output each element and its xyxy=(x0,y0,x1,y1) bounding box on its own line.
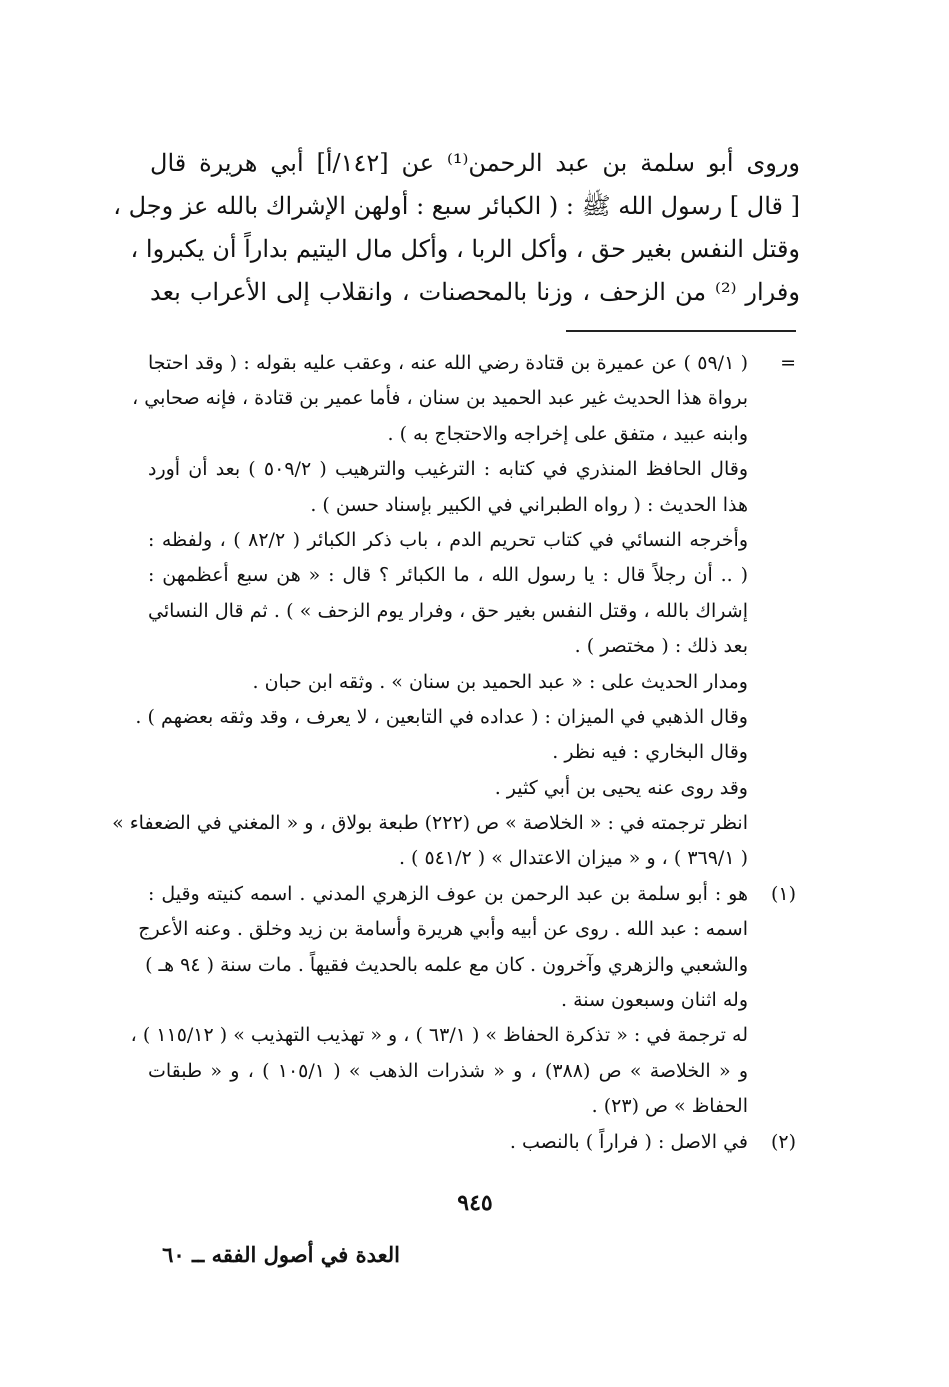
footnote-text: بعد ذلك : ( مختصر ) . xyxy=(574,635,748,658)
footnote-text: ( ٣٦٩/١ ) ، و « ميزان الاعتدال » ( ٥٤١/٢ ) . xyxy=(398,847,748,870)
footnote-text: هذا الحديث : ( رواه الطبراني في الكبير بإسناد حسن ) . xyxy=(310,493,748,516)
footnote-text: وابنه عبيد ، متفق على إخراجه والاحتجاج به ) . xyxy=(387,422,748,445)
footnote-text: له ترجمة في : « تذكرة الحفاظ » ( ٦٣/١ ) ، و « تهذيب التهذيب » ( ١١٥/١٢ ) ، xyxy=(130,1024,748,1047)
footnote-line xyxy=(148,665,800,700)
footnote-text: إشراك بالله ، وقتل النفس بغير حق ، وفرار يوم الزحف » ) . ثم قال النسائي xyxy=(148,599,748,622)
footnote-text: هو : أبو سلمة بن عبد الرحمن بن عوف الزهري المدني . اسمه كنيته وقيل : xyxy=(148,882,748,905)
footnote-text: وقال الذهبي في الميزان : ( عداده في التابعين ، لا يعرف ، وقد وثقه بعضهم ) . xyxy=(135,705,748,728)
footnote-line xyxy=(148,558,800,593)
footnote-line xyxy=(148,346,800,381)
footnote-text: والشعبي والزهري وآخرون . كان مع علمه بالحديث فقيهاً . مات سنة ( ٩٤ هـ ) xyxy=(145,953,748,976)
footnote-text: انظر ترجمته في : « الخلاصة » ص (٢٢٢) طبعة بولاق ، و « المغني في الضعفاء » xyxy=(112,812,748,835)
footnote-text: وقال الحافظ المنذري في كتابه : الترغيب والترهيب ( ٥٠٩/٢ ) بعد أن أورد xyxy=(148,458,748,481)
footnote-line xyxy=(138,912,800,947)
page-number: ٩٤٥ xyxy=(457,1190,493,1216)
main-text-block xyxy=(113,142,800,314)
footnote-line xyxy=(148,594,800,629)
footnote-line xyxy=(148,1089,800,1124)
main-text-line: وروى أبو سلمة بن عبد الرحمن⁽¹⁾ عن [١٤٢/أ] أبي هريرة قال xyxy=(150,149,800,177)
footnote-text: برواة هذا الحديث غير عبد الحميد بن سنان ، فأما عمير بن قتادة ، فإنه صحابي ، xyxy=(132,387,748,410)
footnote-marker: = xyxy=(780,352,796,374)
main-text-line: [ قال ] رسول الله ﷺ : ( الكبائر سبع : أولهن الإشراك بالله عز وجل ، xyxy=(113,192,800,220)
footnote-text: ومدار الحديث على : « عبد الحميد بن سنان » . وثقه ابن حبان . xyxy=(252,670,748,693)
footnote-line xyxy=(148,488,800,523)
footnote-line xyxy=(148,983,800,1018)
footnotes-block xyxy=(112,346,800,1160)
footnote-line xyxy=(148,771,800,806)
footnote-line xyxy=(145,948,800,983)
footnote-text: و « الخلاصة » ص (٣٨٨) ، و « شذرات الذهب » ( ١٠٥/١ ) ، و « طبقات xyxy=(148,1059,749,1082)
footnote-line xyxy=(148,1125,800,1160)
footnote-text: اسمه : عبد الله . روى عن أبيه وأبي هريرة وأسامة بن زيد وخلق . وعنه الأعرج xyxy=(138,918,748,941)
footnote-line xyxy=(132,381,800,416)
book-signature: العدة في أصول الفقه ــ ٦٠ xyxy=(162,1242,400,1267)
footnote-text: وله اثنان وسبعون سنة . xyxy=(561,989,748,1012)
footnote-line xyxy=(148,523,800,558)
footnote-line xyxy=(148,735,800,770)
footnote-text: وقد روى عنه يحيى بن أبي كثير . xyxy=(494,776,748,799)
footnote-line xyxy=(148,629,800,664)
main-text-line: وقتل النفس بغير حق ، وأكل الربا ، وأكل مال اليتيم بداراً أن يكبروا ، xyxy=(130,235,800,263)
footnote-text: ( ٥٩/١ ) عن عميرة بن قتادة رضي الله عنه ، وعقب عليه بقوله : ( وقد احتجا xyxy=(148,352,749,374)
footnote-text: وقال البخاري : فيه نظر . xyxy=(552,741,748,764)
footnote-line xyxy=(130,1018,800,1053)
footnote-line xyxy=(148,452,800,487)
footnote-text: وأخرجه النسائي في كتاب تحريم الدم ، باب ذكر الكبائر ( ٨٢/٢ ) ، ولفظه : xyxy=(148,528,749,551)
footnote-line xyxy=(135,700,800,735)
footnote-line xyxy=(148,417,800,452)
footnote-marker: (٢) xyxy=(770,1130,796,1153)
footnote-line xyxy=(148,841,800,876)
footnote-text: ( .. أن رجلاً قال : يا رسول الله ، ما الكبائر ؟ قال : « هن سبع أعظمهن : xyxy=(148,564,748,587)
footnote-marker: (١) xyxy=(770,882,796,905)
footnote-line xyxy=(112,806,800,841)
footnote-separator-rule xyxy=(566,330,796,332)
footnote-text: في الاصل : ( فراراً ) بالنصب . xyxy=(509,1130,748,1153)
footnote-line xyxy=(148,877,800,912)
footnote-text: الحفاظ » ص (٢٣) . xyxy=(591,1095,748,1118)
footnote-line xyxy=(148,1054,800,1089)
main-text-line: وفرار ⁽²⁾ من الزحف ، وزنا بالمحصنات ، وانقلاب إلى الأعراب بعد xyxy=(150,278,800,306)
